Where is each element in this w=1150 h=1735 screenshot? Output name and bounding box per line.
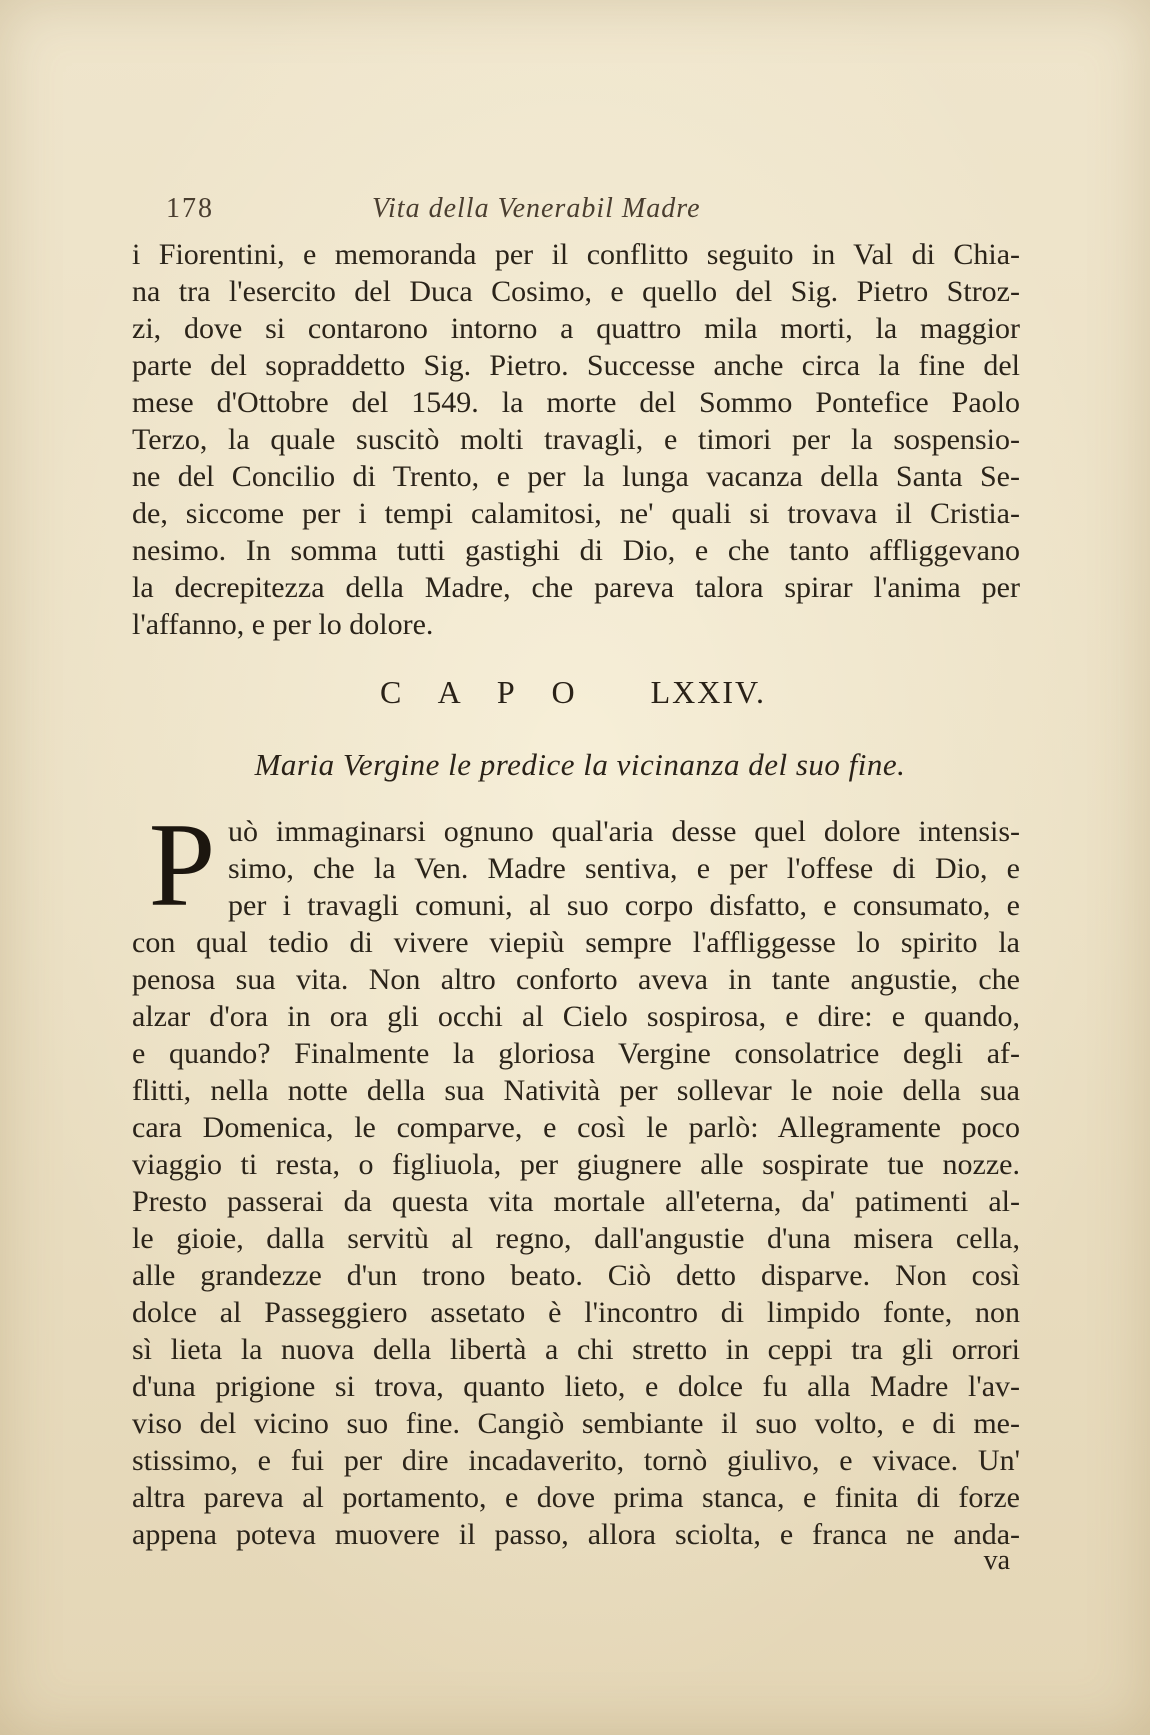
- chapter-heading: [380, 672, 790, 712]
- chapter-subtitle: Maria Vergine le predice la vicinanza del suo fine.: [254, 747, 906, 782]
- text-line: le gioie, dalla servitù al regno, dall'angustie d'una misera cella,: [132, 1222, 1020, 1255]
- text-line: penosa sua vita. Non altro conforto aveva in tante angustie, che: [132, 963, 1020, 996]
- text-line: dolce al Passeggiero assetato è l'incontro di limpido fonte, non: [132, 1296, 1020, 1329]
- text-line: per i travagli comuni, al suo corpo disfatto, e consumato, e: [228, 889, 1020, 922]
- chapter-word: C A P O: [380, 674, 575, 710]
- text-line: con qual tedio di vivere viepiù sempre l'affliggesse lo spirito la: [132, 926, 1020, 959]
- running-head: [132, 193, 1012, 233]
- text-line: de, siccome per i tempi calamitosi, ne' quali si trovava il Cristia-: [132, 497, 1020, 530]
- page-number: 178: [166, 193, 214, 224]
- text-line: ne del Concilio di Trento, e per la lunga vacanza della Santa Se-: [132, 460, 1020, 493]
- text-line: sì lieta la nuova della libertà a chi stretto in ceppi tra gli orrori: [132, 1333, 1020, 1366]
- text-line: cara Domenica, le comparve, e così le parlò: Allegramente poco: [132, 1111, 1020, 1144]
- text-line: parte del sopraddetto Sig. Pietro. Successe anche circa la fine del: [132, 349, 1020, 382]
- text-line: d'una prigione si trova, quanto lieto, e dolce fu alla Madre l'av-: [132, 1370, 1020, 1403]
- text-line: zi, dove si contarono intorno a quattro mila morti, la maggior: [132, 312, 1020, 345]
- text-line: simo, che la Ven. Madre sentiva, e per l'offese di Dio, e: [228, 852, 1020, 885]
- text-line: nesimo. In somma tutti gastighi di Dio, e che tanto affliggevano: [132, 534, 1020, 567]
- text-line: l'affanno, e per lo dolore.: [132, 608, 434, 641]
- text-line: alzar d'ora in ora gli occhi al Cielo sospirosa, e dire: e quando,: [132, 1000, 1020, 1033]
- text-line: i Fiorentini, e memoranda per il conflitto seguito in Val di Chia-: [132, 238, 1020, 271]
- text-line: Terzo, la quale suscitò molti travagli, e timori per la sospensio-: [132, 423, 1020, 456]
- text-line: Presto passerai da questa vita mortale all'eterna, da' patimenti al-: [132, 1185, 1020, 1218]
- text-line: la decrepitezza della Madre, che pareva talora spirar l'anima per: [132, 571, 1020, 604]
- text-line: viaggio ti resta, o figliuola, per giugnere alle sospirate tue nozze.: [132, 1148, 1020, 1181]
- text-line: na tra l'esercito del Duca Cosimo, e quello del Sig. Pietro Stroz-: [132, 275, 1020, 308]
- drop-cap: P: [148, 798, 216, 931]
- chapter-numeral: LXXIV.: [650, 674, 766, 710]
- text-line: mese d'Ottobre del 1549. la morte del Sommo Pontefice Paolo: [132, 386, 1020, 419]
- text-line: flitti, nella notte della sua Natività per sollevar le noie della sua: [132, 1074, 1020, 1107]
- running-title: Vita della Venerabil Madre: [372, 193, 701, 224]
- text-line: e quando? Finalmente la gloriosa Vergine consolatrice degli af-: [132, 1037, 1020, 1070]
- text-line: viso del vicino suo fine. Cangiò sembiante il suo volto, e di me-: [132, 1407, 1020, 1440]
- text-line: altra pareva al portamento, e dove prima stanca, e finita di forze: [132, 1481, 1020, 1514]
- text-line: alle grandezze d'un trono beato. Ciò detto disparve. Non così: [132, 1259, 1020, 1292]
- text-line: appena poteva muovere il passo, allora sciolta, e franca ne anda-: [132, 1518, 1020, 1551]
- text-line: stissimo, e fui per dire incadaverito, tornò giulivo, e vivace. Un': [132, 1444, 1020, 1477]
- text-line: uò immaginarsi ognuno qual'aria desse quel dolore intensis-: [228, 815, 1020, 848]
- catchword: va: [983, 1545, 1010, 1576]
